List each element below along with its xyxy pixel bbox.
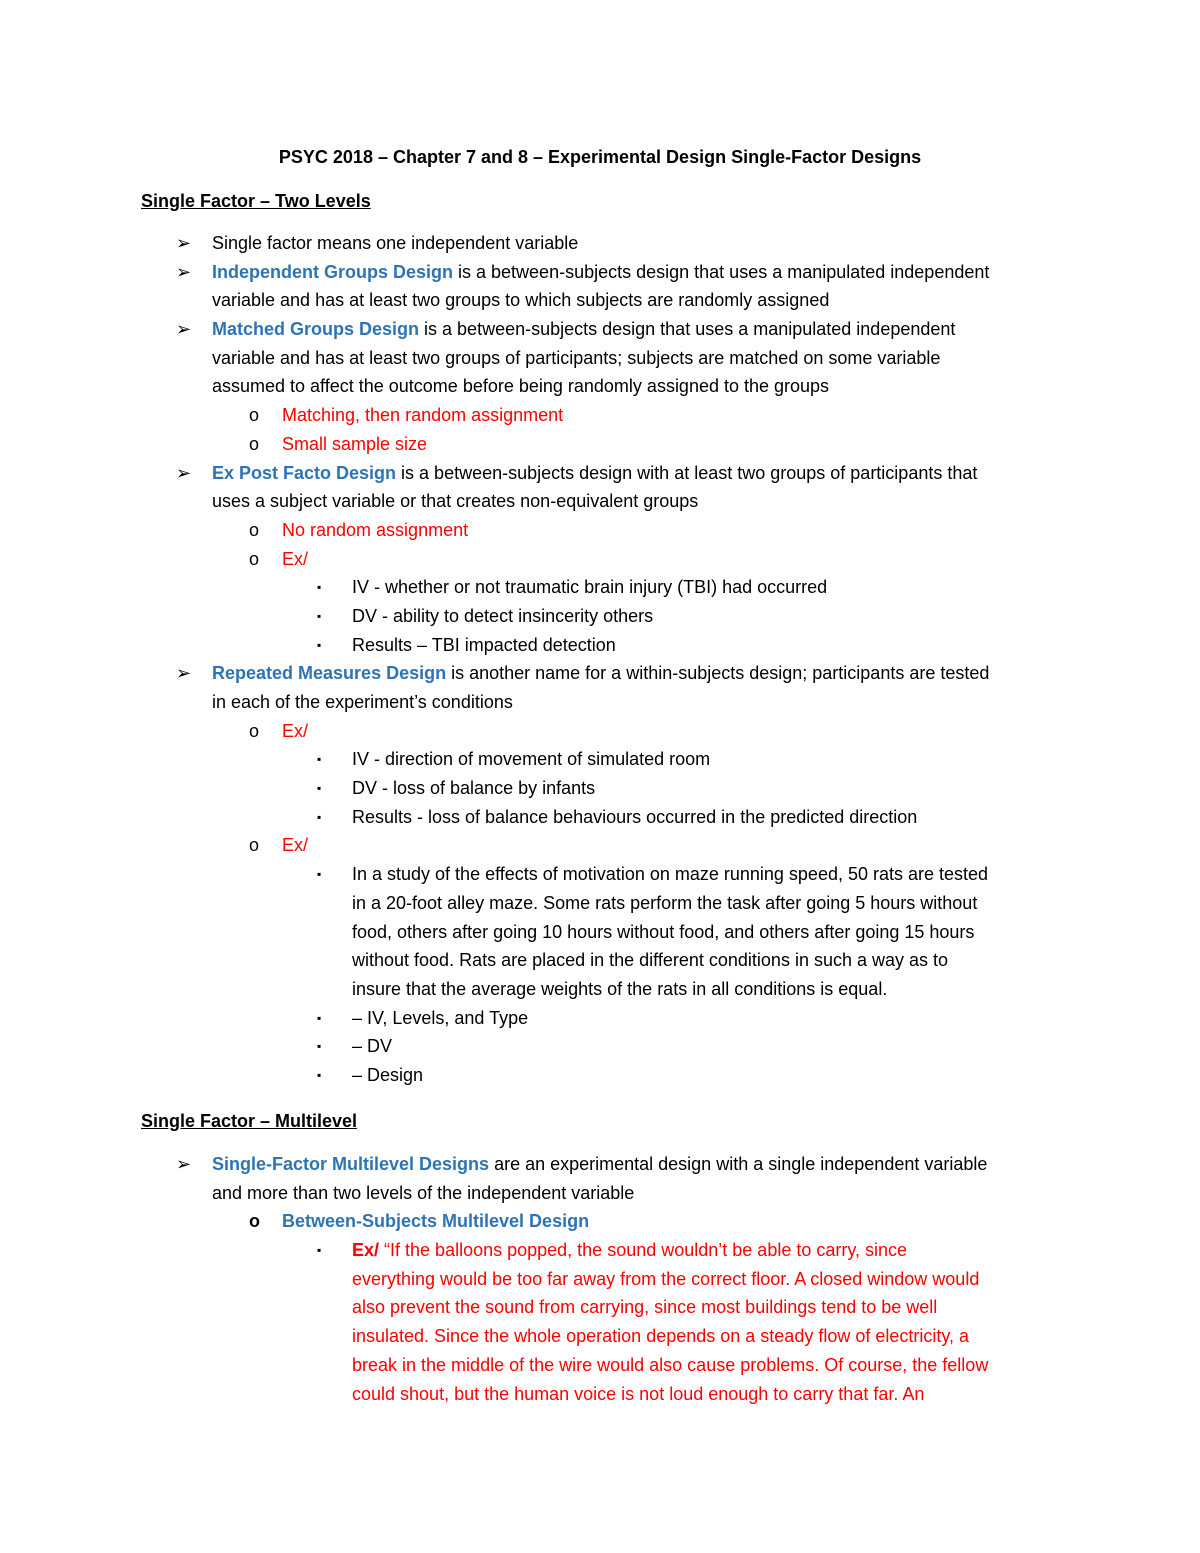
detail-item: ▪ In a study of the effects of motivation on maze running speed, 50 rats are tested <box>141 860 1141 889</box>
detail-item-continuation: insulated. Since the whole operation depends on a steady flow of electricity, a <box>352 1326 970 1347</box>
detail-item: ▪ IV - direction of movement of simulated room <box>141 745 1141 774</box>
section-multilevel-list <box>141 1150 1141 1408</box>
page-title: PSYC 2018 – Chapter 7 and 8 – Experimental Design Single-Factor Designs <box>278 147 922 167</box>
circle-bullet-icon: o <box>249 433 260 454</box>
detail-item-continuation: without food. Rats are placed in the different conditions in such a way as to <box>352 950 949 971</box>
square-bullet-icon: ▪ <box>317 608 322 623</box>
detail-item-continuation: everything would be too far away from the correct floor. A closed window would <box>352 1268 980 1289</box>
list-item-continuation: variable and has at least two groups of participants; subjects are matched on some variable <box>212 347 941 368</box>
square-bullet-icon: ▪ <box>317 781 322 796</box>
sub-item: o Ex/ <box>141 717 1141 746</box>
term-between-subjects-multilevel: Between-Subjects Multilevel Design <box>282 1211 590 1232</box>
arrow-bullet-icon: ➢ <box>176 233 192 253</box>
list-item-continuation: and more than two levels of the independent variable <box>212 1182 635 1203</box>
term-independent-groups: Independent Groups Design <box>212 261 454 282</box>
detail-item: ▪ Results - loss of balance behaviours occurred in the predicted direction <box>141 803 1141 832</box>
detail-item-continuation: could shout, but the human voice is not loud enough to carry that far. An <box>352 1383 925 1404</box>
detail-item: ▪ DV - ability to detect insincerity others <box>141 602 1141 631</box>
detail-item-continuation: also prevent the sound from carrying, since most buildings tend to be well <box>352 1297 938 1318</box>
square-bullet-icon: ▪ <box>317 867 322 882</box>
sub-item: o Matching, then random assignment <box>141 401 1141 430</box>
list-item: ➢ Independent Groups Design is a between-subjects design that uses a manipulated independent <box>141 258 1141 287</box>
detail-item-continuation: food, others after going 10 hours without food, and others after going 15 hours <box>352 921 975 942</box>
detail-item: ▪ IV - whether or not traumatic brain injury (TBI) had occurred <box>141 573 1141 602</box>
section-heading-multilevel: Single Factor – Multilevel <box>141 1111 358 1131</box>
sub-item <box>141 1207 1141 1236</box>
detail-item: ▪ – IV, Levels, and Type <box>141 1004 1141 1033</box>
list-item-continuation: uses a subject variable or that creates non-equivalent groups <box>212 491 699 512</box>
list-item: ➢ Single factor means one independent variable <box>141 229 1141 258</box>
list-item: ➢ Ex Post Facto Design is a between-subjects design with at least two groups of participants that <box>141 459 1141 488</box>
circle-bullet-icon: o <box>249 519 260 540</box>
square-bullet-icon: ▪ <box>317 1243 322 1258</box>
circle-bullet-icon: o <box>249 1211 260 1232</box>
list-item-continuation: assumed to affect the outcome before being randomly assigned to the groups <box>212 376 830 397</box>
square-bullet-icon: ▪ <box>317 809 322 824</box>
list-item: ➢ Matched Groups Design is a between-subjects design that uses a manipulated independent <box>141 315 1141 344</box>
square-bullet-icon: ▪ <box>317 1039 322 1054</box>
square-bullet-icon: ▪ <box>317 637 322 652</box>
term-repeated-measures: Repeated Measures Design <box>212 663 447 684</box>
list-item: ➢ Single-Factor Multilevel Designs are an experimental design with a single independent variable <box>141 1150 1141 1179</box>
detail-item: ▪ – DV <box>141 1032 1141 1061</box>
arrow-bullet-icon: ➢ <box>176 462 192 483</box>
detail-item: ▪ – Design <box>141 1061 1141 1090</box>
arrow-bullet-icon: ➢ <box>176 261 192 282</box>
term-matched-groups: Matched Groups Design <box>212 319 420 340</box>
arrow-bullet-icon: ➢ <box>176 663 192 684</box>
detail-item: ▪ Results – TBI impacted detection <box>141 631 1141 660</box>
detail-item-continuation: break in the middle of the wire would also cause problems. Of course, the fellow <box>352 1354 989 1375</box>
circle-bullet-icon: o <box>249 548 260 569</box>
arrow-bullet-icon: ➢ <box>176 319 192 340</box>
square-bullet-icon: ▪ <box>317 1067 322 1082</box>
list-item-continuation: in each of the experiment’s conditions <box>212 692 513 712</box>
term-ex-post-facto: Ex Post Facto Design <box>212 462 397 483</box>
circle-bullet-icon: o <box>249 720 260 741</box>
sub-item: o Ex/ <box>141 831 1141 860</box>
section-two-levels-list <box>141 229 1141 1090</box>
detail-item-continuation: in a 20-foot alley maze. Some rats perform the task after going 5 hours without <box>352 892 978 913</box>
sub-item: o Small sample size <box>141 430 1141 459</box>
sub-item: o Ex/ <box>141 545 1141 574</box>
detail-item-continuation: insure that the average weights of the rats in all conditions is equal. <box>352 978 888 999</box>
list-item-continuation: variable and has at least two groups to which subjects are randomly assigned <box>212 290 830 311</box>
detail-item: ▪ DV - loss of balance by infants <box>141 774 1141 803</box>
square-bullet-icon: ▪ <box>317 1010 322 1025</box>
square-bullet-icon: ▪ <box>317 752 322 767</box>
detail-item: ▪ Ex/ “If the balloons popped, the sound wouldn’t be able to carry, since <box>141 1236 1141 1265</box>
circle-bullet-icon: o <box>249 835 260 856</box>
arrow-bullet-icon: ➢ <box>176 1154 192 1174</box>
list-item: ➢ Repeated Measures Design is another name for a within-subjects design; participants are tested <box>141 659 1141 688</box>
square-bullet-icon: ▪ <box>317 580 322 595</box>
term-single-factor-multilevel: Single-Factor Multilevel Designs <box>212 1154 490 1174</box>
circle-bullet-icon: o <box>249 405 260 426</box>
sub-item: o No random assignment <box>141 516 1141 545</box>
section-heading-two-levels: Single Factor – Two Levels <box>141 191 371 211</box>
